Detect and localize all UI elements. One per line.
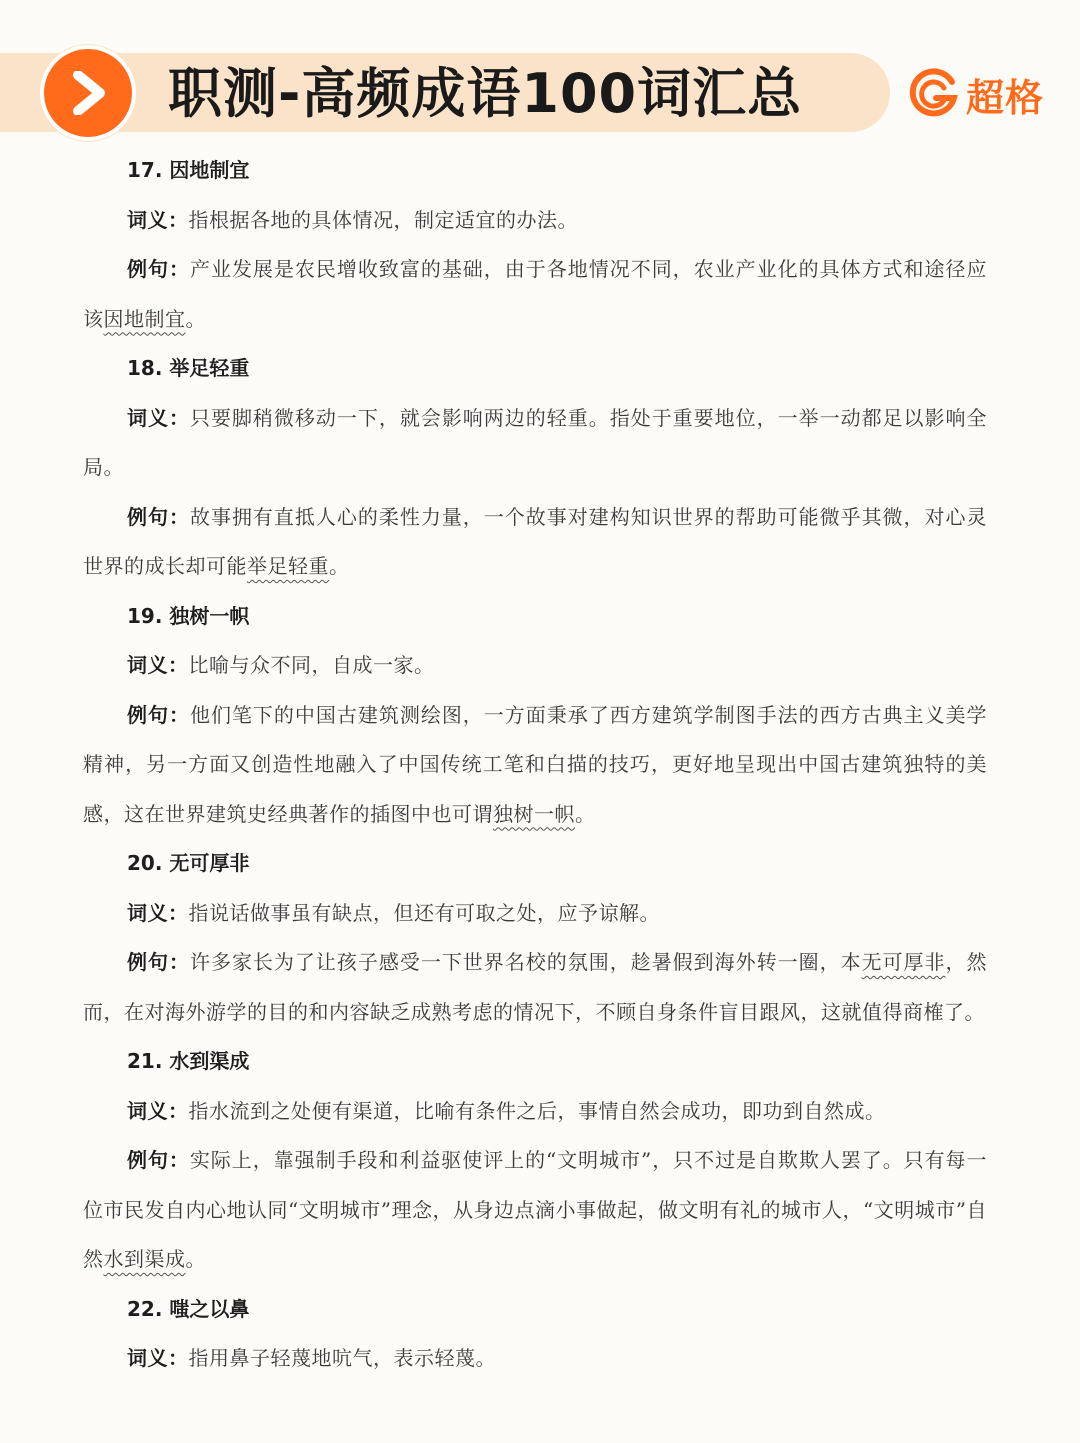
example-text: 产业发展是农民增收致富的基础，由于各地情况不同，农业产业化的具体方式和途径应该 — [83, 257, 988, 331]
definition-label: 词义： — [127, 1098, 189, 1123]
definition-label: 词义： — [127, 653, 189, 677]
entry-title: 17. 因地制宜 — [127, 158, 250, 182]
definition-text: 指根据各地的具体情况，制定适宜的办法。 — [188, 207, 578, 232]
definition — [83, 641, 987, 691]
definition-label: 词义： — [127, 207, 189, 232]
example — [83, 245, 987, 344]
example-label: 例句： — [127, 504, 190, 529]
definition-label: 词义： — [127, 405, 190, 430]
idiom-entry — [83, 344, 987, 592]
entry-title: 18. 举足轻重 — [127, 356, 250, 380]
example-idiom: 水到渠成 — [103, 1247, 186, 1271]
entry-title: 22. 嗤之以鼻 — [127, 1296, 250, 1321]
example — [83, 1136, 987, 1285]
g-logo-icon — [908, 68, 960, 120]
entry-title: 20. 无可厚非 — [127, 851, 250, 875]
example — [83, 493, 987, 592]
example-label: 例句： — [127, 950, 190, 974]
example — [83, 938, 987, 1037]
definition — [83, 196, 987, 246]
definition-label: 词义： — [127, 1346, 189, 1370]
example-text-end: 。 — [185, 306, 206, 331]
definition — [83, 889, 987, 939]
definition-text: 指说话做事虽有缺点，但还有可取之处，应予谅解。 — [188, 900, 660, 925]
example-text-end: 。 — [185, 1247, 206, 1271]
definition-text: 比喻与众不同，自成一家。 — [188, 653, 435, 677]
brand-logo — [908, 66, 1044, 122]
idiom-entry — [83, 839, 987, 1037]
example-text-end: 。 — [329, 554, 350, 578]
definition — [83, 394, 987, 493]
header — [0, 0, 1080, 170]
example-text-end: 。 — [575, 801, 596, 826]
example — [83, 691, 987, 840]
definition-text: 指用鼻子轻蔑地吭气，表示轻蔑。 — [188, 1346, 496, 1370]
example-idiom: 举足轻重 — [247, 554, 329, 578]
idiom-entry — [83, 1285, 987, 1384]
definition — [83, 1087, 987, 1137]
idiom-list — [83, 146, 987, 1384]
example-text: 他们笔下的中国古建筑测绘图，一方面秉承了西方建筑学制图手法的西方古典主义美学精神，另一方面又创造性地融入了中国传统工笔和白描的技巧，更好地呈现出中国古建筑独特的美感，这在世界建筑史经典著作的插图中也可谓 — [83, 702, 988, 826]
example-text: 故事拥有直抵人心的柔性力量，一个故事对建构知识世界的帮助可能微乎其微，对心灵世界的成长却可能 — [83, 504, 988, 578]
idiom-entry — [83, 592, 987, 840]
idiom-entry — [83, 146, 987, 344]
definition — [83, 1334, 987, 1384]
idiom-entry — [83, 1037, 987, 1285]
chevron-right-icon — [40, 45, 136, 141]
example-text: 实际上，靠强制手段和利益驱使评上的“文明城市”，只不过是自欺欺人罢了。只有每一位市民发自内心地认同“文明城市”理念，从身边点滴小事做起，做文明有礼的城市人，“文明城市”自然 — [83, 1148, 987, 1271]
example-idiom: 无可厚非 — [861, 950, 946, 974]
definition-text: 指水流到之处便有渠道，比喻有条件之后，事情自然会成功，即功到自然成。 — [188, 1098, 886, 1123]
example-label: 例句： — [127, 702, 190, 727]
example-label: 例句： — [127, 257, 190, 281]
definition-label: 词义： — [127, 900, 189, 925]
example-label: 例句： — [127, 1148, 190, 1172]
example-text: 许多家长为了让孩子感受一下世界名校的氛围，趁暑假到海外转一圈，本 — [189, 950, 862, 974]
definition-text: 只要脚稍微移动一下，就会影响两边的轻重。指处于重要地位，一举一动都足以影响全局。 — [83, 405, 988, 479]
example-idiom: 因地制宜 — [103, 306, 186, 331]
entry-title: 21. 水到渠成 — [127, 1049, 250, 1073]
entry-title: 19. 独树一帜 — [127, 603, 250, 628]
brand-name: 超格 — [966, 75, 1045, 120]
page-title: 职测-高频成语100词汇总 — [168, 62, 803, 125]
example-text-end: ，然而，在对海外游学的目的和内容缺乏成熟考虑的情况下，不顾自身条件盲目跟风，这就值得商榷了。 — [83, 950, 988, 1024]
example-idiom: 独树一帜 — [493, 801, 575, 826]
